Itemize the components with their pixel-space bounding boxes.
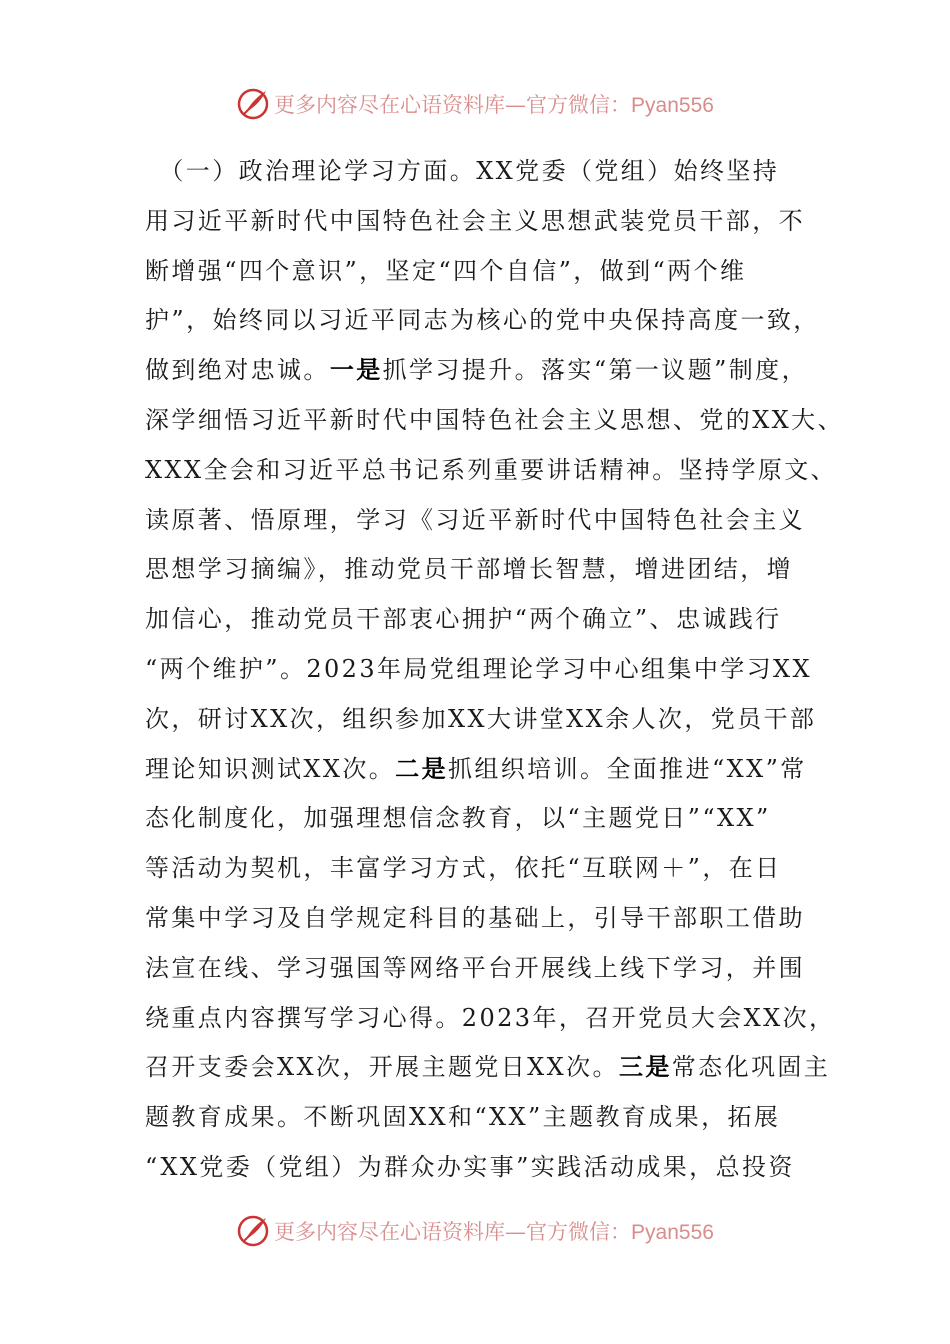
watermark-wechat-id: Pyan556 (631, 94, 714, 117)
quill-logo-icon (236, 87, 270, 121)
text-line: 用习近平新时代中国特色社会主义思想武装党员干部，不 (145, 206, 805, 235)
text-line: 次，研讨XX次，组织参加XX大讲堂XX余人次，党员干部 (145, 704, 817, 733)
watermark-text (274, 1216, 714, 1246)
text-line: 思想学习摘编》，推动党员干部增长智慧，增进团结，增 (145, 555, 793, 584)
footer-watermark (0, 1211, 950, 1251)
text-line: 断增强“四个意识”，坚定“四个自信”，做到“两个维 (145, 256, 747, 285)
watermark-main: 更多内容尽在心语资料库—官方微信： (274, 1220, 632, 1244)
text-line: 加信心，推动党员干部衷心拥护“两个确立”、忠诚践行 (145, 605, 782, 634)
text-line: “XX党委（党组）为群众办实事”实践活动成果，总投资 (145, 1152, 795, 1181)
quill-logo-icon (236, 1214, 270, 1248)
watermark-text (274, 89, 714, 119)
text-line: 做到绝对忠诚。一是抓学习提升。落实“第一议题”制度， (145, 355, 808, 385)
header-watermark (0, 84, 950, 124)
text-line: 法宣在线、学习强国等网络平台开展线上线下学习，并围 (145, 953, 805, 982)
watermark-main: 更多内容尽在心语资料库—官方微信： (274, 93, 632, 117)
text-line: 绕重点内容撰写学习心得。2023年，召开党员大会XX次， (145, 1003, 836, 1032)
text-line: （一）政治理论学习方面。XX党委（党组）始终坚持 (145, 157, 780, 185)
document-body (145, 146, 844, 1192)
text-line: 等活动为契机，丰富学习方式，依托“互联网＋”，在日 (145, 854, 782, 883)
bold-marker: 二是 (395, 753, 448, 783)
text-line: 读原著、悟原理，学习《习近平新时代中国特色社会主义 (145, 505, 805, 534)
bold-marker: 一是 (329, 355, 383, 385)
text-line: 护”，始终同以习近平同志为核心的党中央保持高度一致， (145, 306, 820, 335)
text-line: 常集中学习及自学规定科目的基础上，引导干部职工借助 (145, 903, 805, 932)
text-line: 态化制度化，加强理想信念教育，以“主题党日”“XX” (145, 804, 771, 833)
text-line: 理论知识测试XX次。二是抓组织培训。全面推进“XX”常 (145, 753, 807, 783)
watermark-wechat-id: Pyan556 (631, 1221, 714, 1244)
text-line: 深学细悟习近平新时代中国特色社会主义思想、党的XX大、 (145, 405, 844, 434)
text-line: “两个维护”。2023年局党组理论学习中心组集中学习XX (145, 654, 812, 683)
bold-marker: 三是 (618, 1052, 672, 1082)
text-line: 题教育成果。不断巩固XX和“XX”主题教育成果，拓展 (145, 1103, 781, 1132)
text-line: 召开支委会XX次，开展主题党日XX次。三是常态化巩固主 (145, 1052, 831, 1082)
text-line: XXX全会和习近平总书记系列重要讲话精神。坚持学原文、 (145, 455, 838, 484)
